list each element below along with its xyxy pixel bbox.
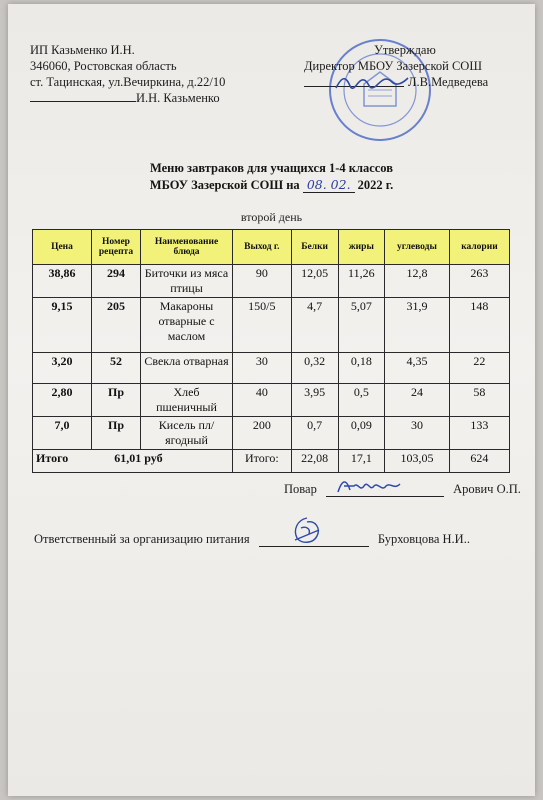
director-position: Директор МБОУ Зазерской СОШ [304,59,482,73]
supplier-block [30,42,225,106]
menu-year: 2022 г. [357,178,394,192]
supplier-region: 346060, Ростовская область [30,59,177,73]
total-label: Итого [36,451,69,465]
menu-day: второй день [240,210,303,224]
cell-price: 9,15 [33,298,92,353]
cell-price: 2,80 [33,384,92,417]
cell-recipe: Пр [92,384,141,417]
responsible-signature [289,516,325,546]
total-kcal: 624 [449,450,509,473]
responsible-role: Ответственный за организацию питания [34,532,250,546]
total-fat: 17,1 [338,450,384,473]
responsible-signature-row [34,532,470,547]
col-protein-header: Белки [291,230,338,265]
supplier-name: ИП Казьменко И.Н. [30,43,135,57]
cell-yield: 30 [233,353,292,384]
menu-date: 08. 02. [303,177,355,193]
cell-carbs: 24 [385,384,450,417]
cell-price: 38,86 [33,265,92,298]
cell-protein: 3,95 [291,384,338,417]
table-row [33,298,510,353]
cell-fat: 0,18 [338,353,384,384]
director-name: Л.В.Медведева [408,75,489,89]
cell-price: 3,20 [33,353,92,384]
table-row [33,353,510,384]
cook-signature-row [284,482,521,497]
total-label2: Итого: [233,450,292,473]
cell-carbs: 4,35 [385,353,450,384]
cell-fat: 5,07 [338,298,384,353]
menu-title-line2 [8,177,535,193]
col-price-header: Цена [33,230,92,265]
school-name: МБОУ Зазерской СОШ на [149,178,300,192]
cell-protein: 4,7 [291,298,338,353]
cook-signature-line [326,482,444,497]
cell-dish: Свекла отварная [141,353,233,384]
cell-kcal: 22 [449,353,509,384]
col-name-header: Наименование блюда [141,230,233,265]
responsible-signature-line [259,532,369,547]
cell-carbs: 12,8 [385,265,450,298]
total-sum: 61,01 руб [114,451,163,465]
total-carbs: 103,05 [385,450,450,473]
col-recipe-header: Номер рецепта [92,230,141,265]
total-cell [33,450,233,473]
cell-dish: Кисель пл/ягодный [141,417,233,450]
cell-dish: Макароны отварные с маслом [141,298,233,353]
cell-yield: 200 [233,417,292,450]
cell-fat: 0,09 [338,417,384,450]
cell-protein: 12,05 [291,265,338,298]
supplier-address: ст. Тацинская, ул.Вечиркина, д.22/10 [30,75,226,89]
table-header-row [33,230,510,265]
cell-carbs: 30 [385,417,450,450]
cell-price: 7,0 [33,417,92,450]
cell-kcal: 148 [449,298,509,353]
supplier-signature-line [30,90,225,106]
table-total-row [33,450,510,473]
cell-kcal: 263 [449,265,509,298]
col-fat-header: жиры [338,230,384,265]
cell-carbs: 31,9 [385,298,450,353]
approval-block [304,42,529,89]
table-row [33,417,510,450]
col-yield-header: Выход г. [233,230,292,265]
menu-table [32,229,510,473]
col-kcal-header: калории [449,230,509,265]
cell-fat: 11,26 [338,265,384,298]
col-carbs-header: углеводы [385,230,450,265]
cell-recipe: 52 [92,353,141,384]
cell-yield: 90 [233,265,292,298]
menu-title: Меню завтраков для учащихся 1-4 классов [149,161,393,175]
cell-kcal: 133 [449,417,509,450]
cell-dish: Хлеб пшеничный [141,384,233,417]
cell-dish: Биточки из мяса птицы [141,265,233,298]
cell-protein: 0,32 [291,353,338,384]
document-sheet [8,4,535,796]
supplier-signer: И.Н. Казьменко [136,91,220,105]
responsible-name: Бурховцова Н.И.. [377,532,470,546]
director-signature [332,70,412,96]
cell-yield: 150/5 [233,298,292,353]
table-row [33,384,510,417]
cell-recipe: 294 [92,265,141,298]
cell-recipe: 205 [92,298,141,353]
table-row [33,265,510,298]
cell-fat: 0,5 [338,384,384,417]
cell-yield: 40 [233,384,292,417]
cell-protein: 0,7 [291,417,338,450]
cook-role: Повар [284,482,317,496]
cell-recipe: Пр [92,417,141,450]
cook-name: Арович О.П. [453,482,521,496]
approve-label: Утверждаю [374,43,436,57]
cell-kcal: 58 [449,384,509,417]
cook-signature [334,472,404,498]
total-protein: 22,08 [291,450,338,473]
